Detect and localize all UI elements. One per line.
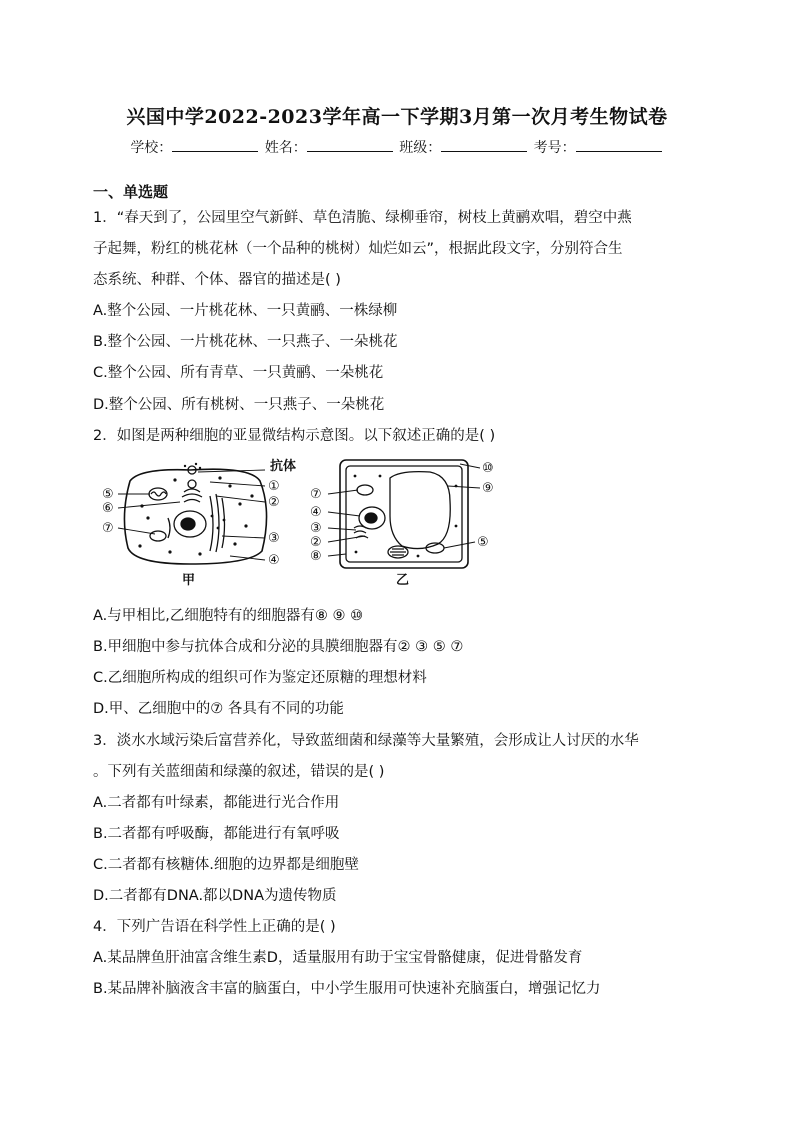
q1-stem-line3: 态系统、种群、个体、器官的描述是( )	[93, 272, 341, 288]
q2-option-b: B.甲细胞中参与抗体合成和分泌的具膜细胞器有② ③ ⑤ ⑦	[93, 639, 464, 655]
school-label: 学校：	[130, 140, 173, 156]
plant-cell	[340, 460, 468, 568]
q2-option-d: D.甲、乙细胞中的⑦ 各具有不同的功能	[93, 701, 344, 717]
animal-label-3: ③	[268, 531, 280, 546]
q2-option-a: A.与甲相比,乙细胞特有的细胞器有⑧ ⑨ ⑩	[93, 608, 364, 624]
q1-stem-line2: 子起舞，粉红的桃花林（一个品种的桃树）灿烂如云”，根据此段文字，分别符合生	[93, 241, 623, 257]
id-label: 考号：	[533, 140, 576, 156]
animal-label-4: ④	[268, 553, 280, 568]
q4-stem: 4．下列广告语在科学性上正确的是( )	[93, 919, 336, 935]
q3-stem-line2: 。下列有关蓝细菌和绿藻的叙述，错误的是( )	[93, 764, 385, 780]
q3-stem-line1: 3．淡水水域污染后富营养化，导致蓝细菌和绿藻等大量繁殖，会形成让人讨厌的水华	[93, 733, 639, 749]
plant-label-7: ⑦	[310, 487, 322, 502]
animal-label-6: ⑥	[102, 501, 114, 516]
animal-cell-label: 甲	[182, 573, 196, 586]
q1-option-b: B.整个公园、一片桃花林、一只燕子、一朵桃花	[93, 334, 398, 350]
plant-label-3: ③	[310, 521, 322, 536]
q3-option-d: D.二者都有DNA.都以DNA为遗传物质	[93, 888, 337, 904]
q4-option-a: A.某品牌鱼肝油富含维生素D，适量服用有助于宝宝骨骼健康，促进骨骼发育	[93, 950, 583, 966]
cell-structure-diagram	[100, 456, 510, 586]
id-blank	[576, 139, 662, 152]
plant-label-9: ⑨	[482, 481, 494, 496]
name-blank	[307, 139, 393, 152]
cytoplasm-dots	[138, 463, 457, 558]
antibody-label: 抗体	[270, 459, 297, 474]
plant-label-5: ⑤	[477, 535, 489, 550]
q2-option-c: C.乙细胞所构成的组织可作为鉴定还原糖的理想材料	[93, 670, 427, 686]
plant-label-4: ④	[310, 505, 322, 520]
q3-option-a: A.二者都有叶绿素，都能进行光合作用	[93, 795, 340, 811]
q1-option-c: C.整个公园、所有青草、一只黄鹂、一朵桃花	[93, 365, 384, 381]
class-label: 班级：	[399, 140, 442, 156]
animal-label-1: ①	[268, 479, 280, 494]
q4-option-b: B.某品牌补脑液含丰富的脑蛋白，中小学生服用可快速补充脑蛋白，增强记忆力	[93, 981, 601, 997]
plant-label-8: ⑧	[310, 549, 322, 564]
plant-label-2: ②	[310, 535, 322, 550]
animal-cell	[124, 466, 266, 564]
name-label: 姓名：	[264, 140, 307, 156]
plant-cell-label: 乙	[396, 573, 410, 586]
page-title: 兴国中学2022-2023学年高一下学期3月第一次月考生物试卷	[126, 106, 668, 128]
q1-option-d: D.整个公园、所有桃树、一只燕子、一朵桃花	[93, 397, 385, 413]
section-heading: 一、单选题	[93, 183, 169, 201]
q1-option-a: A.整个公园、一片桃花林、一只黄鹂、一株绿柳	[93, 303, 398, 319]
animal-label-2: ②	[268, 495, 280, 510]
q1-stem-line1: 1．“春天到了，公园里空气新鲜、草色清脆、绿柳垂帘，树枝上黄鹂欢唱，碧空中燕	[93, 210, 632, 226]
plant-label-10: ⑩	[482, 461, 494, 476]
student-info-line	[0, 137, 794, 157]
animal-label-5: ⑤	[102, 487, 114, 502]
label-lines-plant	[328, 464, 480, 556]
q3-option-b: B.二者都有呼吸酶，都能进行有氧呼吸	[93, 826, 340, 842]
school-blank	[172, 139, 258, 152]
q3-option-c: C.二者都有核糖体.细胞的边界都是细胞壁	[93, 857, 359, 873]
class-blank	[441, 139, 527, 152]
q2-stem: 2．如图是两种细胞的亚显微结构示意图。以下叙述正确的是( )	[93, 428, 496, 444]
animal-label-7: ⑦	[102, 521, 114, 536]
